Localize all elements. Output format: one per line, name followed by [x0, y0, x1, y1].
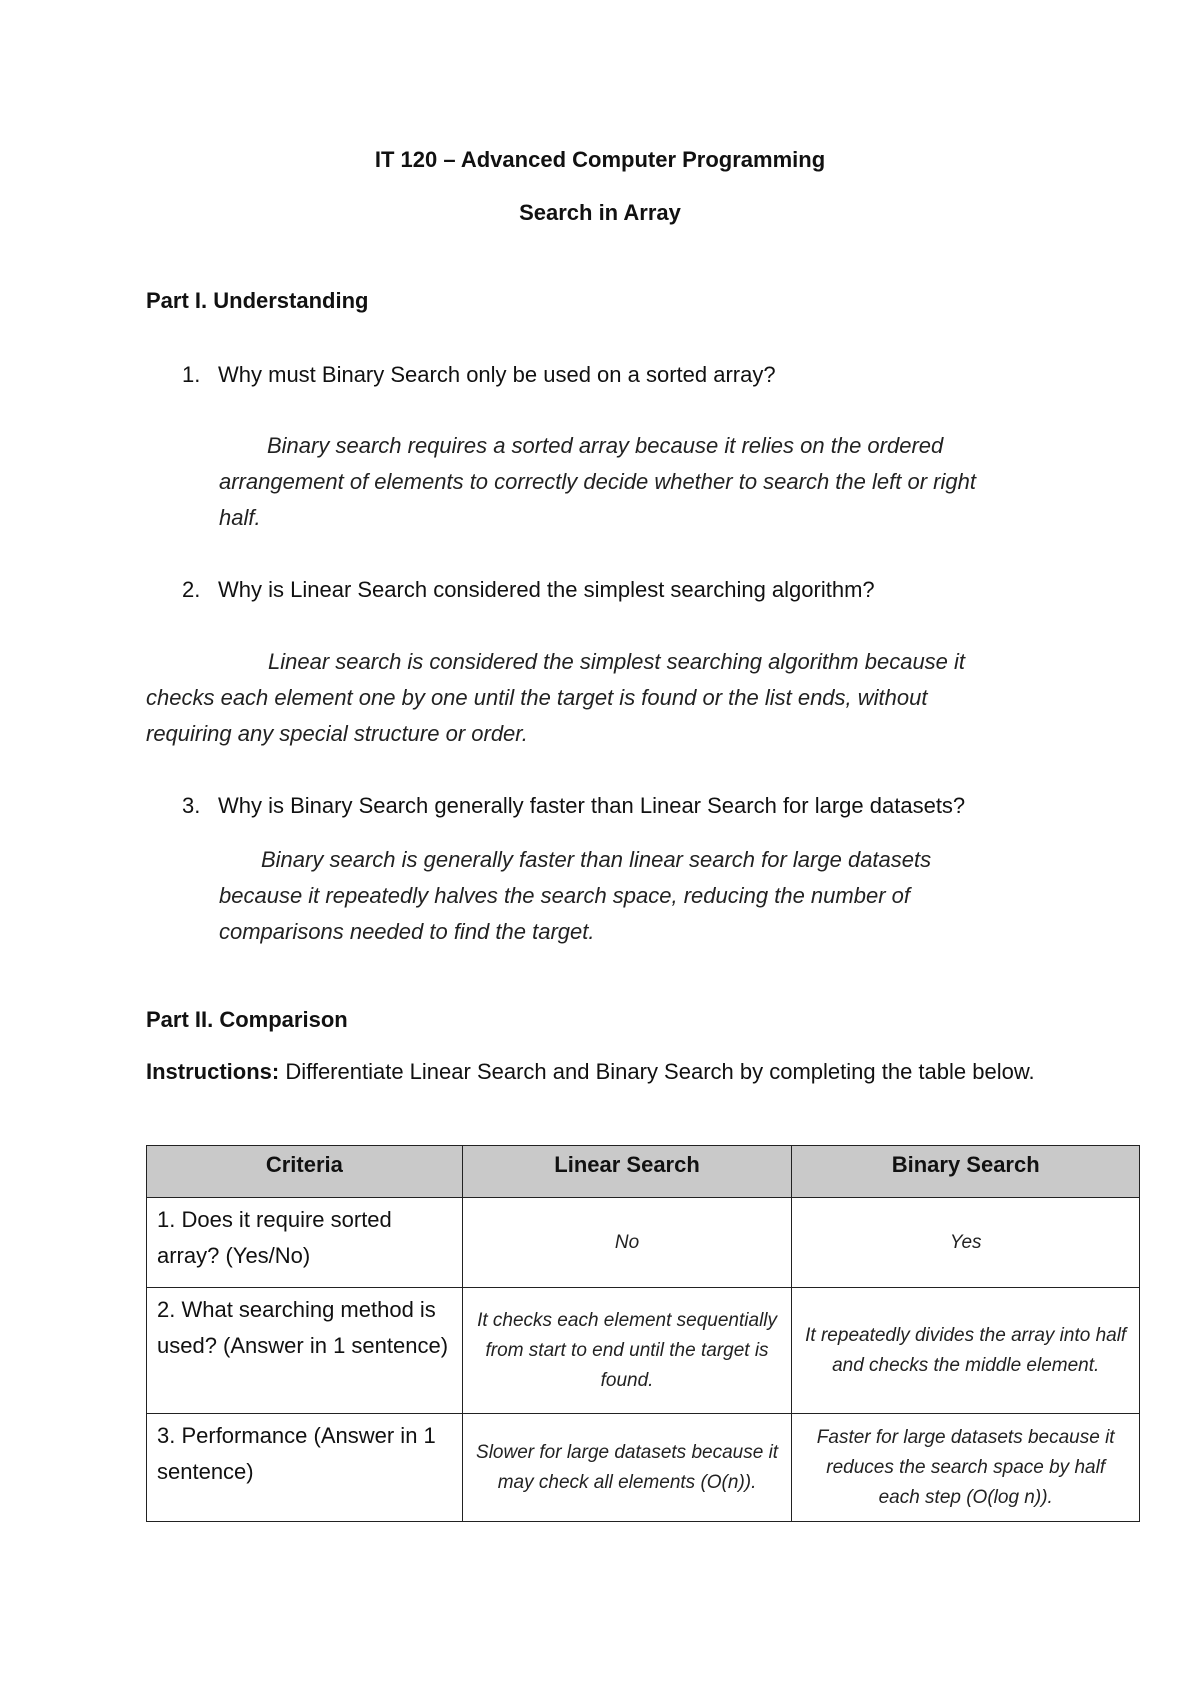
table-header-row [147, 1146, 1140, 1198]
answer-line: Binary search requires a sorted array because it relies on the ordered [267, 433, 944, 458]
binary-cell: Faster for large datasets because it reduces the search space by half each step (O(log n)). [792, 1414, 1140, 1522]
header-linear-search: Linear Search [462, 1146, 792, 1198]
question-1 [182, 362, 776, 388]
question-text: Why is Binary Search generally faster than Linear Search for large datasets? [218, 793, 966, 818]
binary-cell: It repeatedly divides the array into half and checks the middle element. [792, 1288, 1140, 1414]
criteria-cell: 2. What searching method is used? (Answer in 1 sentence) [147, 1288, 463, 1414]
instructions-label: Instructions: [146, 1059, 280, 1084]
question-3 [182, 793, 965, 819]
answer-line: arrangement of elements to correctly decide whether to search the left or right [219, 469, 976, 494]
instructions-text: Differentiate Linear Search and Binary Search by completing the table below. [279, 1059, 1035, 1084]
header-binary-search: Binary Search [792, 1146, 1140, 1198]
question-text: Why is Linear Search considered the simplest searching algorithm? [218, 577, 875, 602]
answer-2 [146, 644, 1106, 752]
criteria-cell: 3. Performance (Answer in 1 sentence) [147, 1414, 463, 1522]
criteria-cell: 1. Does it require sorted array? (Yes/No) [147, 1198, 463, 1288]
answer-line: because it repeatedly halves the search space, reducing the number of [219, 883, 910, 908]
question-number: 3. [182, 793, 201, 818]
comparison-table [146, 1145, 1140, 1522]
answer-line: checks each element one by one until the target is found or the list ends, without [146, 685, 928, 710]
topic-title: Search in Array [519, 200, 681, 225]
binary-cell: Yes [792, 1198, 1140, 1288]
question-number: 1. [182, 362, 201, 387]
table-row [147, 1414, 1140, 1522]
answer-line: comparisons needed to find the target. [219, 919, 595, 944]
instructions [146, 1054, 1076, 1090]
answer-line: requiring any special structure or order. [146, 721, 528, 746]
linear-cell: It checks each element sequentially from start to end until the target is found. [462, 1288, 792, 1414]
question-2 [182, 577, 875, 603]
table-row [147, 1288, 1140, 1414]
part1-heading: Part I. Understanding [146, 288, 369, 313]
course-title: IT 120 – Advanced Computer Programming [374, 147, 826, 172]
answer-line: Linear search is considered the simplest searching algorithm because it [268, 649, 966, 674]
linear-cell: No [462, 1198, 792, 1288]
table-row [147, 1198, 1140, 1288]
question-number: 2. [182, 577, 201, 602]
answer-line: Binary search is generally faster than linear search for large datasets [261, 847, 932, 872]
answer-1 [219, 428, 1119, 536]
part2-heading: Part II. Comparison [146, 1007, 348, 1032]
question-text: Why must Binary Search only be used on a sorted array? [218, 362, 776, 387]
header-criteria: Criteria [147, 1146, 463, 1198]
answer-3 [219, 842, 1119, 950]
linear-cell: Slower for large datasets because it may check all elements (O(n)). [462, 1414, 792, 1522]
answer-line: half. [219, 505, 261, 530]
